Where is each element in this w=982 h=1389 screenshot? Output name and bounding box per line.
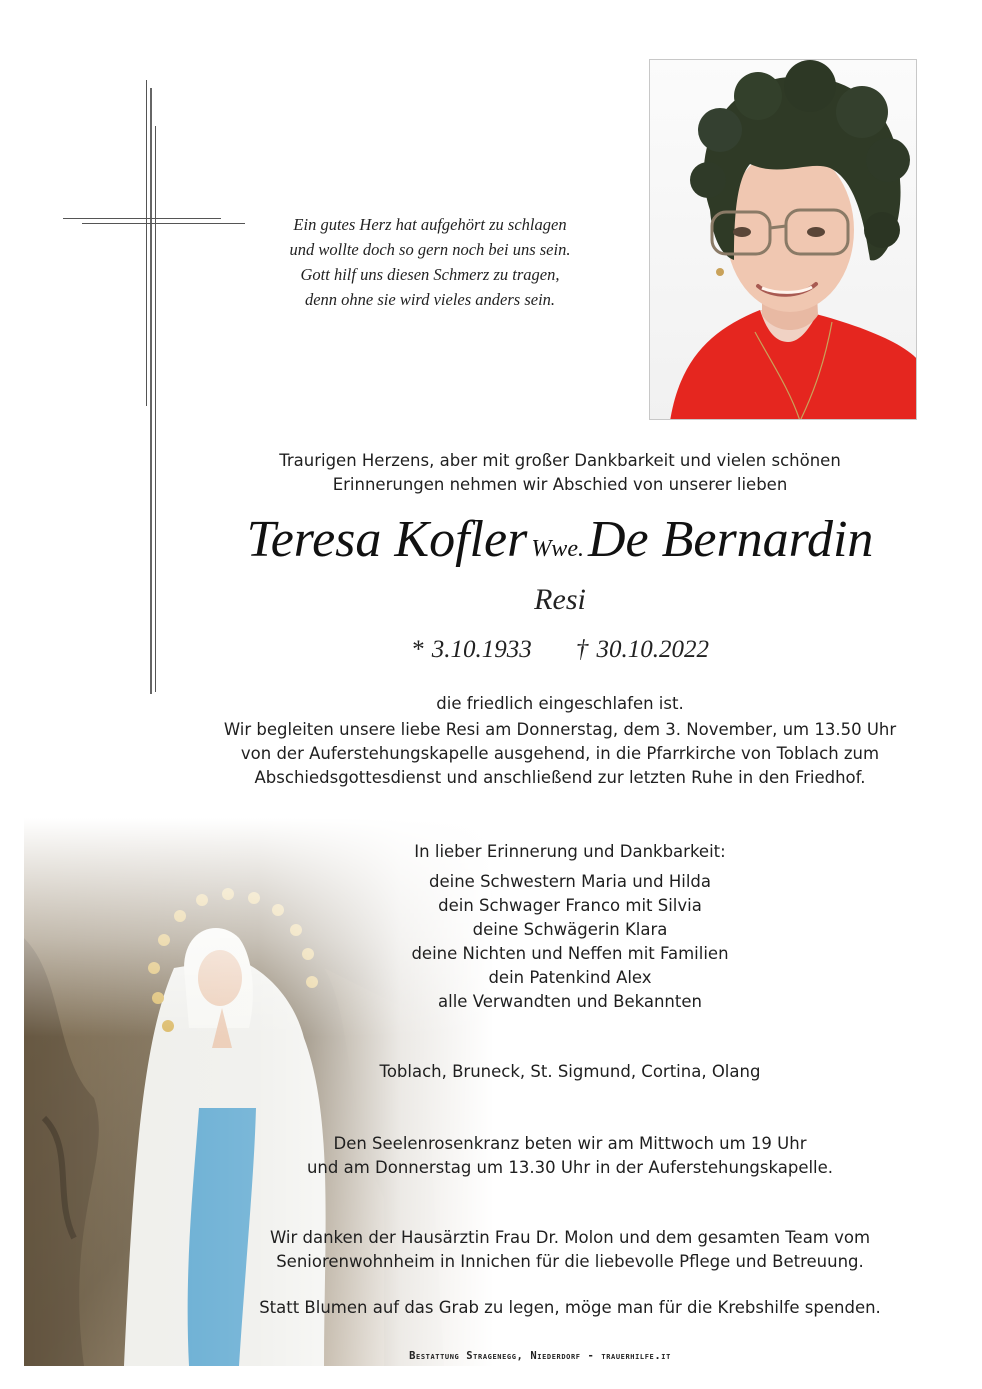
thanks-text <box>220 1226 920 1274</box>
flowers-note: Statt Blumen auf das Grab zu legen, möge man für die Krebshilfe spenden. <box>259 1298 881 1317</box>
funeral-line: Abschiedsgottesdienst und anschließend zur letzten Ruhe in den Friedhof. <box>254 768 866 787</box>
poem-line: und wollte doch so gern noch bei uns sein. <box>289 240 571 259</box>
funeral-line: von der Auferstehungskapelle ausgehend, in die Pfarrkirche von Toblach zum <box>240 744 880 763</box>
mourner: dein Schwager Franco mit Silvia <box>438 896 702 915</box>
mourner: alle Verwandten und Bekannten <box>438 992 702 1011</box>
rosary-info <box>220 1132 920 1180</box>
funeral-line: Wir begleiten unsere liebe Resi am Donnerstag, dem 3. November, um 13.50 Uhr <box>223 720 897 739</box>
mourner: deine Nichten und Neffen mit Familien <box>411 944 729 963</box>
deceased-name <box>180 510 940 569</box>
deceased-married-name: De Bernardin <box>587 511 874 568</box>
mourner: dein Patenkind Alex <box>488 968 652 987</box>
funeral-home-footer: Bestattung Stragenegg, Niederdorf - trauerhilfe.it <box>409 1350 671 1362</box>
intro-line: Erinnerungen nehmen wir Abschied von unserer lieben <box>332 475 788 494</box>
passed-text: die friedlich eingeschlafen ist. <box>436 694 684 713</box>
rosary-line: Den Seelenrosenkranz beten wir am Mittwoch um 19 Uhr <box>333 1134 807 1153</box>
deceased-nickname: Resi <box>534 583 586 616</box>
portrait-illustration <box>650 60 917 420</box>
mourners-list <box>300 870 840 1014</box>
deceased-first-last: Teresa Kofler <box>246 511 528 568</box>
death-date: † 30.10.2022 <box>575 636 709 663</box>
mourner: deine Schwestern Maria und Hilda <box>429 872 711 891</box>
mourners-heading: In lieber Erinnerung und Dankbarkeit: <box>414 842 726 861</box>
poem-line: Gott hilf uns diesen Schmerz zu tragen, <box>300 265 560 284</box>
mourner: deine Schwägerin Klara <box>472 920 668 939</box>
thanks-line: Seniorenwohnheim in Innichen für die liebevolle Pflege und Betreuung. <box>276 1252 864 1271</box>
life-dates <box>180 636 940 664</box>
widow-mark: Wwe. <box>531 536 584 562</box>
poem-line: denn ohne sie wird vieles anders sein. <box>304 290 556 309</box>
intro-text <box>180 449 940 497</box>
poem <box>240 212 620 312</box>
poem-line: Ein gutes Herz hat aufgehört zu schlagen <box>293 215 567 234</box>
thanks-line: Wir danken der Hausärztin Frau Dr. Molon und dem gesamten Team vom <box>269 1228 871 1247</box>
intro-line: Traurigen Herzens, aber mit großer Dankbarkeit und vielen schönen <box>279 451 841 470</box>
portrait-photo <box>649 59 917 420</box>
funeral-info <box>150 718 970 790</box>
rosary-line: und am Donnerstag um 13.30 Uhr in der Auferstehungskapelle. <box>306 1158 834 1177</box>
places: Toblach, Bruneck, St. Sigmund, Cortina, Olang <box>379 1062 761 1081</box>
birth-date: * 3.10.1933 <box>411 636 532 663</box>
